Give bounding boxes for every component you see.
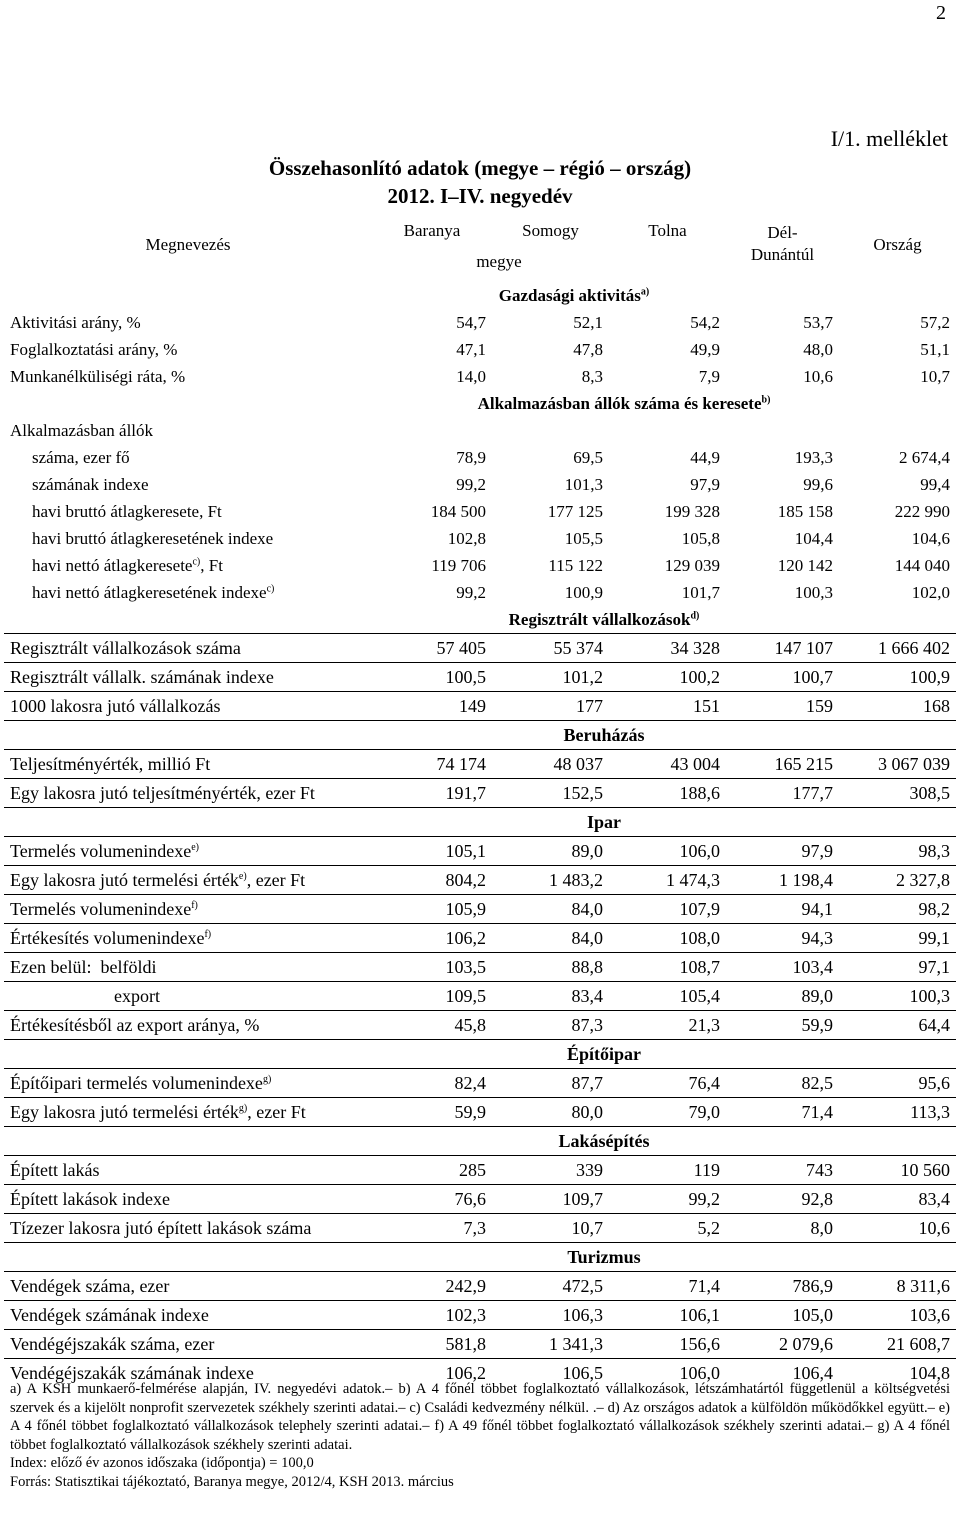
table-row: Termelés volumenindexe$^{f)}$ 105,9 84,0 107,9 94,1 98,2: [4, 895, 956, 924]
table-row: havi bruttó átlagkeresetének indexe 102,8 105,5 105,8 104,4 104,6: [32, 529, 950, 548]
section-vallalkozasok: Regisztrált vállalkozások$^{d)}$: [508, 610, 700, 629]
table-row: száma, ezer fő 78,9 69,5 44,9 193,3 2 674,4: [32, 448, 950, 467]
table-row: 1000 lakosra jutó vállalkozás 149 177 151 159 168: [4, 692, 956, 721]
page-title: Összehasonlító adatok (megye – régió – ország): [268, 156, 692, 180]
table-row: Épített lakás 285 339 119 743 10 560: [4, 1156, 956, 1185]
table-row: Termelés volumenindexe$^{e)}$ 105,1 89,0 106,0 97,9 98,3: [4, 837, 956, 866]
table-row: számának indexe 99,2 101,3 97,9 99,6 99,4: [32, 475, 950, 494]
header-tolna: Tolna: [648, 220, 687, 240]
table-row: havi nettó átlagkeresetének indexe$^{c)}$ 99,2 100,9 101,7 100,3 102,0: [32, 583, 950, 602]
section-epitoipar: Építőipar: [372, 1040, 956, 1069]
footnotes: [10, 1380, 950, 1491]
section-lakasepites: Lakásépítés: [372, 1127, 956, 1156]
table-row: Vendégek számának indexe 102,3 106,3 106,1 105,0 103,6: [4, 1301, 956, 1330]
header-del-dunantul: [726, 213, 839, 275]
table-row: Foglalkoztatási arány, % 47,1 47,8 49,9 48,0 51,1: [10, 340, 950, 359]
header-megye: megye: [476, 251, 522, 271]
table-row: havi bruttó átlagkeresete, Ft 184 500 177 125 199 328 185 158 222 990: [32, 502, 950, 521]
page-number: 2: [936, 2, 946, 24]
header-del: Dél-: [767, 223, 798, 242]
table-row: Alkalmazásban állók: [10, 421, 154, 440]
table-row: havi nettó átlagkeresete$^{c)}$, Ft 119 706 115 122 129 039 120 142 144 040: [32, 556, 950, 575]
table-row: Egy lakosra jutó termelési érték$^{g)}$, ezer Ft 59,9 80,0 79,0 71,4 113,3: [4, 1098, 956, 1127]
table-row: Regisztrált vállalk. számának indexe 100,5 101,2 100,2 100,7 100,9: [4, 663, 956, 692]
table-row: export 109,5 83,4 105,4 89,0 100,3: [4, 982, 956, 1011]
table-row: Vendégéjszakák száma, ezer 581,8 1 341,3 156,6 2 079,6 21 608,7: [4, 1330, 956, 1359]
table-row: Teljesítményérték, millió Ft 74 174 48 037 43 004 165 215 3 067 039: [4, 750, 956, 779]
table-row: Aktivitási arány, % 54,7 52,1 54,2 53,7 57,2: [10, 313, 950, 332]
header-baranya: Baranya: [403, 220, 461, 240]
header-dunantul: Dunántúl: [750, 245, 815, 264]
annex-label: I/1. melléklet: [830, 126, 948, 151]
table-row: Ezen belül: belföldi 103,5 88,8 108,7 103,4 97,1: [4, 953, 956, 982]
table-row: Vendégéjszakák számának indexe 106,2 106,5 106,0 106,4 104,8: [4, 1359, 956, 1388]
table-row: Munkanélküliségi ráta, % 14,0 8,3 7,9 10,6 10,7: [10, 367, 950, 386]
table-row: Regisztrált vállalkozások száma 57 405 55 374 34 328 147 107 1 666 402: [4, 634, 956, 663]
section-ipar: Ipar: [372, 808, 956, 837]
section-alkalmazasban: Alkalmazásban állók száma és keresete$^{b)}$: [477, 394, 771, 413]
header-megnevezes: Megnevezés: [145, 234, 231, 254]
index-note: Index: előző év azonos időszaka (időpontja) = 100,0: [10, 1455, 314, 1471]
table-row: Egy lakosra jutó termelési érték$^{e)}$, ezer Ft 804,2 1 483,2 1 474,3 1 198,4 2 327,8: [4, 866, 956, 895]
section-turizmus: Turizmus: [372, 1243, 956, 1272]
header-orszag: Ország: [873, 234, 922, 254]
section-beruhazas: Beruházás: [372, 721, 956, 750]
table-row: Egy lakosra jutó teljesítményérték, ezer Ft 191,7 152,5 188,6 177,7 308,5: [4, 779, 956, 808]
header-somogy: Somogy: [522, 220, 579, 240]
footnote-text: a) A KSH munkaerő-felmérése alapján, IV. negyedévi adatok.– b) A 4 főnél többet foglalkoztató vállalkozások, létszámhatártól függetlenül a költségvetési szervek és a kijelölt nonprofit szervezetek székhely szerinti adatai.– c) Családi kedvezmény nélkül. .– d) Az országos adatok a külföldön működőkkel együtt.– e) A 4 főnél többet foglalkoztató vállalkozások telephely szerinti adatai.– f) A 49 főnél többet foglalkoztató vállalkozások székhely szerinti adatai.– g) A 4 főnél többet foglalkoztató vállalkozások székhely szerinti adatai.: [10, 1381, 950, 1453]
table-row: Vendégek száma, ezer 242,9 472,5 71,4 786,9 8 311,6: [4, 1272, 956, 1301]
table-row: Értékesítésből az export aránya, % 45,8 87,3 21,3 59,9 64,4: [4, 1011, 956, 1040]
table-row: Tízezer lakosra jutó épített lakások száma 7,3 10,7 5,2 8,0 10,6: [4, 1214, 956, 1243]
table-row: Építőipari termelés volumenindexe$^{g)}$ 82,4 87,7 76,4 82,5 95,6: [4, 1069, 956, 1098]
page-subtitle: 2012. I–IV. negyedév: [387, 184, 573, 208]
table-row: Épített lakások indexe 76,6 109,7 99,2 92,8 83,4: [4, 1185, 956, 1214]
table-row: Értékesítés volumenindexe$^{f)}$ 106,2 84,0 108,0 94,3 99,1: [4, 924, 956, 953]
section-gazdasagi: Gazdasági aktivitás$^{a)}$: [498, 286, 650, 305]
source-note: Forrás: Statisztikai tájékoztató, Baranya megye, 2012/4, KSH 2013. március: [10, 1473, 454, 1490]
data-table: [4, 213, 956, 1387]
